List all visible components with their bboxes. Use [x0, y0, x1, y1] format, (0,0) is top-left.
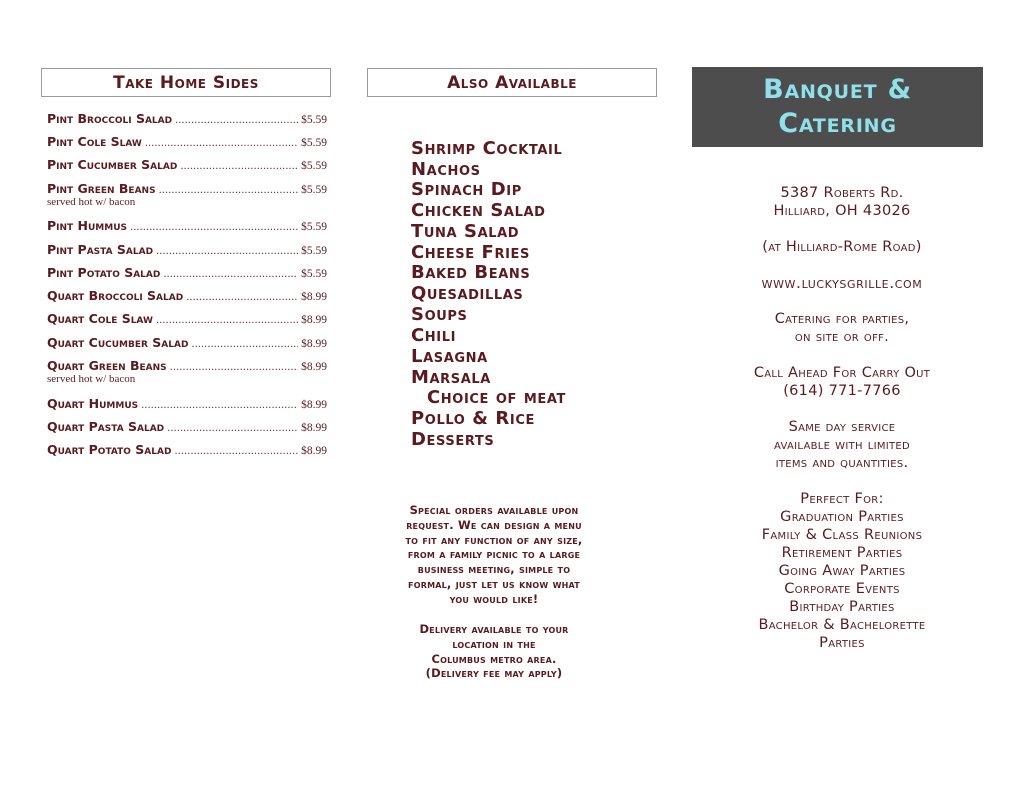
text-line: formal, just let us know what	[408, 576, 580, 591]
perfect-for-item: Corporate Events	[784, 581, 900, 597]
side-item-name: Quart Hummus	[47, 396, 139, 411]
side-item-note: served hot w/ bacon	[47, 196, 136, 208]
side-item-price: $5.59	[301, 184, 327, 196]
side-item-price: $8.99	[301, 422, 327, 434]
side-item-price: $5.59	[301, 114, 327, 126]
side-item	[47, 419, 327, 434]
text-line: to fit any function of any size,	[405, 532, 583, 547]
also-item: Spinach Dip	[411, 179, 522, 200]
side-item-price: $5.59	[301, 245, 327, 257]
side-item	[47, 181, 327, 196]
leader-dots	[163, 269, 298, 280]
also-item: Cheese Fries	[411, 242, 530, 263]
take-home-sides-heading: Take Home Sides	[41, 68, 331, 97]
leader-dots	[180, 161, 298, 172]
side-item-name: Quart Broccoli Salad	[47, 288, 184, 303]
text-line: from a family picnic to a large	[407, 547, 581, 562]
also-available-heading: Also Available	[367, 68, 657, 97]
side-item-price: $5.59	[301, 268, 327, 280]
perfect-for-item: Going Away Parties	[778, 563, 906, 579]
side-item-price: $5.59	[301, 221, 327, 233]
also-item: Tuna Salad	[411, 221, 520, 242]
side-item-name: Pint Green Beans	[47, 181, 156, 196]
perfect-for-title: Perfect For:	[800, 491, 884, 507]
website-link[interactable]: www.luckysgrille.com	[761, 274, 923, 292]
side-item-name: Quart Green Beans	[47, 358, 167, 373]
side-item-price: $8.99	[301, 445, 327, 457]
leader-dots	[145, 138, 298, 149]
phone-number[interactable]: (614) 771-7766	[783, 383, 901, 399]
banner-title-line: Catering	[778, 108, 897, 139]
also-item: Chicken Salad	[411, 200, 546, 221]
leader-dots	[191, 339, 298, 350]
side-item	[47, 396, 327, 411]
also-item: Pollo & Rice	[411, 408, 535, 429]
side-item	[47, 111, 327, 126]
same-day-line: Same day service	[788, 419, 896, 435]
text-line: you would like!	[449, 591, 539, 606]
banquet-catering-banner	[692, 67, 983, 147]
perfect-for-item: Parties	[819, 635, 865, 651]
also-item: Nachos	[411, 159, 481, 180]
same-day-line: available with limited	[773, 437, 911, 453]
side-item-price: $8.99	[301, 314, 327, 326]
banner-title-line: Banquet &	[763, 74, 912, 105]
leader-dots	[159, 185, 299, 196]
leader-dots	[156, 315, 298, 326]
delivery-note	[366, 622, 622, 681]
side-item-name: Pint Broccoli Salad	[47, 111, 173, 126]
also-item: Baked Beans	[411, 262, 531, 283]
leader-dots	[175, 115, 298, 126]
same-day-line: items and quantities.	[775, 455, 909, 471]
leader-dots	[156, 246, 298, 257]
side-item	[47, 218, 327, 233]
side-item	[47, 442, 327, 457]
side-item-name: Quart Cucumber Salad	[47, 335, 189, 350]
perfect-for-item: Birthday Parties	[789, 599, 895, 615]
perfect-for-item: Bachelor & Bachelorette	[758, 617, 926, 633]
address-city: Hilliard, OH 43026	[773, 203, 911, 219]
side-item-price: $5.59	[301, 137, 327, 149]
also-item: Shrimp Cocktail	[411, 138, 563, 159]
side-item	[47, 242, 327, 257]
side-item-price: $8.99	[301, 399, 327, 411]
leader-dots	[130, 222, 298, 233]
side-item-name: Pint Pasta Salad	[47, 242, 154, 257]
cross-street: (at Hilliard-Rome Road)	[762, 239, 922, 255]
also-item: Quesadillas	[411, 283, 524, 304]
side-item-price: $8.99	[301, 338, 327, 350]
text-line: Delivery available to your	[419, 622, 569, 636]
leader-dots	[174, 446, 298, 457]
text-line: business meeting, simple to	[417, 562, 571, 577]
side-item	[47, 311, 327, 326]
side-item-note: served hot w/ bacon	[47, 373, 136, 385]
side-item-price: $5.59	[301, 160, 327, 172]
leader-dots	[167, 423, 298, 434]
side-item-name: Pint Cole Slaw	[47, 134, 142, 149]
side-item	[47, 358, 327, 373]
also-item: Lasagna	[411, 346, 488, 367]
also-item: Choice of meat	[427, 387, 566, 408]
perfect-for-item: Family & Class Reunions	[761, 527, 923, 543]
text-line: (Delivery fee may apply)	[425, 666, 563, 681]
leader-dots	[141, 400, 298, 411]
text-line: Columbus metro area.	[431, 651, 557, 666]
special-orders-note	[366, 503, 622, 607]
leader-dots	[170, 362, 298, 373]
also-item: Desserts	[411, 429, 495, 450]
side-item	[47, 134, 327, 149]
perfect-for-item: Graduation Parties	[780, 509, 904, 525]
catering-line: on site or off.	[794, 329, 890, 345]
catering-line: Catering for parties,	[774, 311, 910, 327]
address-street: 5387 Roberts Rd.	[780, 185, 904, 201]
side-item-name: Pint Potato Salad	[47, 265, 161, 280]
side-item	[47, 157, 327, 172]
carry-out-line: Call Ahead For Carry Out	[753, 365, 931, 381]
side-item-name: Pint Cucumber Salad	[47, 157, 178, 172]
side-item	[47, 288, 327, 303]
side-item	[47, 265, 327, 280]
text-line: request. We can design a menu	[406, 517, 582, 532]
side-item	[47, 335, 327, 350]
side-item-name: Quart Potato Salad	[47, 442, 172, 457]
also-item: Chili	[411, 325, 457, 346]
side-item-price: $8.99	[301, 291, 327, 303]
perfect-for-item: Retirement Parties	[781, 545, 903, 561]
also-item: Marsala	[411, 367, 491, 388]
text-line: Special orders available upon	[409, 503, 579, 517]
also-item: Soups	[411, 304, 468, 325]
side-item-name: Pint Hummus	[47, 218, 128, 233]
leader-dots	[186, 292, 298, 303]
side-item-price: $8.99	[301, 361, 327, 373]
text-line: location in the	[452, 636, 536, 651]
side-item-name: Quart Cole Slaw	[47, 311, 153, 326]
side-item-name: Quart Pasta Salad	[47, 419, 165, 434]
